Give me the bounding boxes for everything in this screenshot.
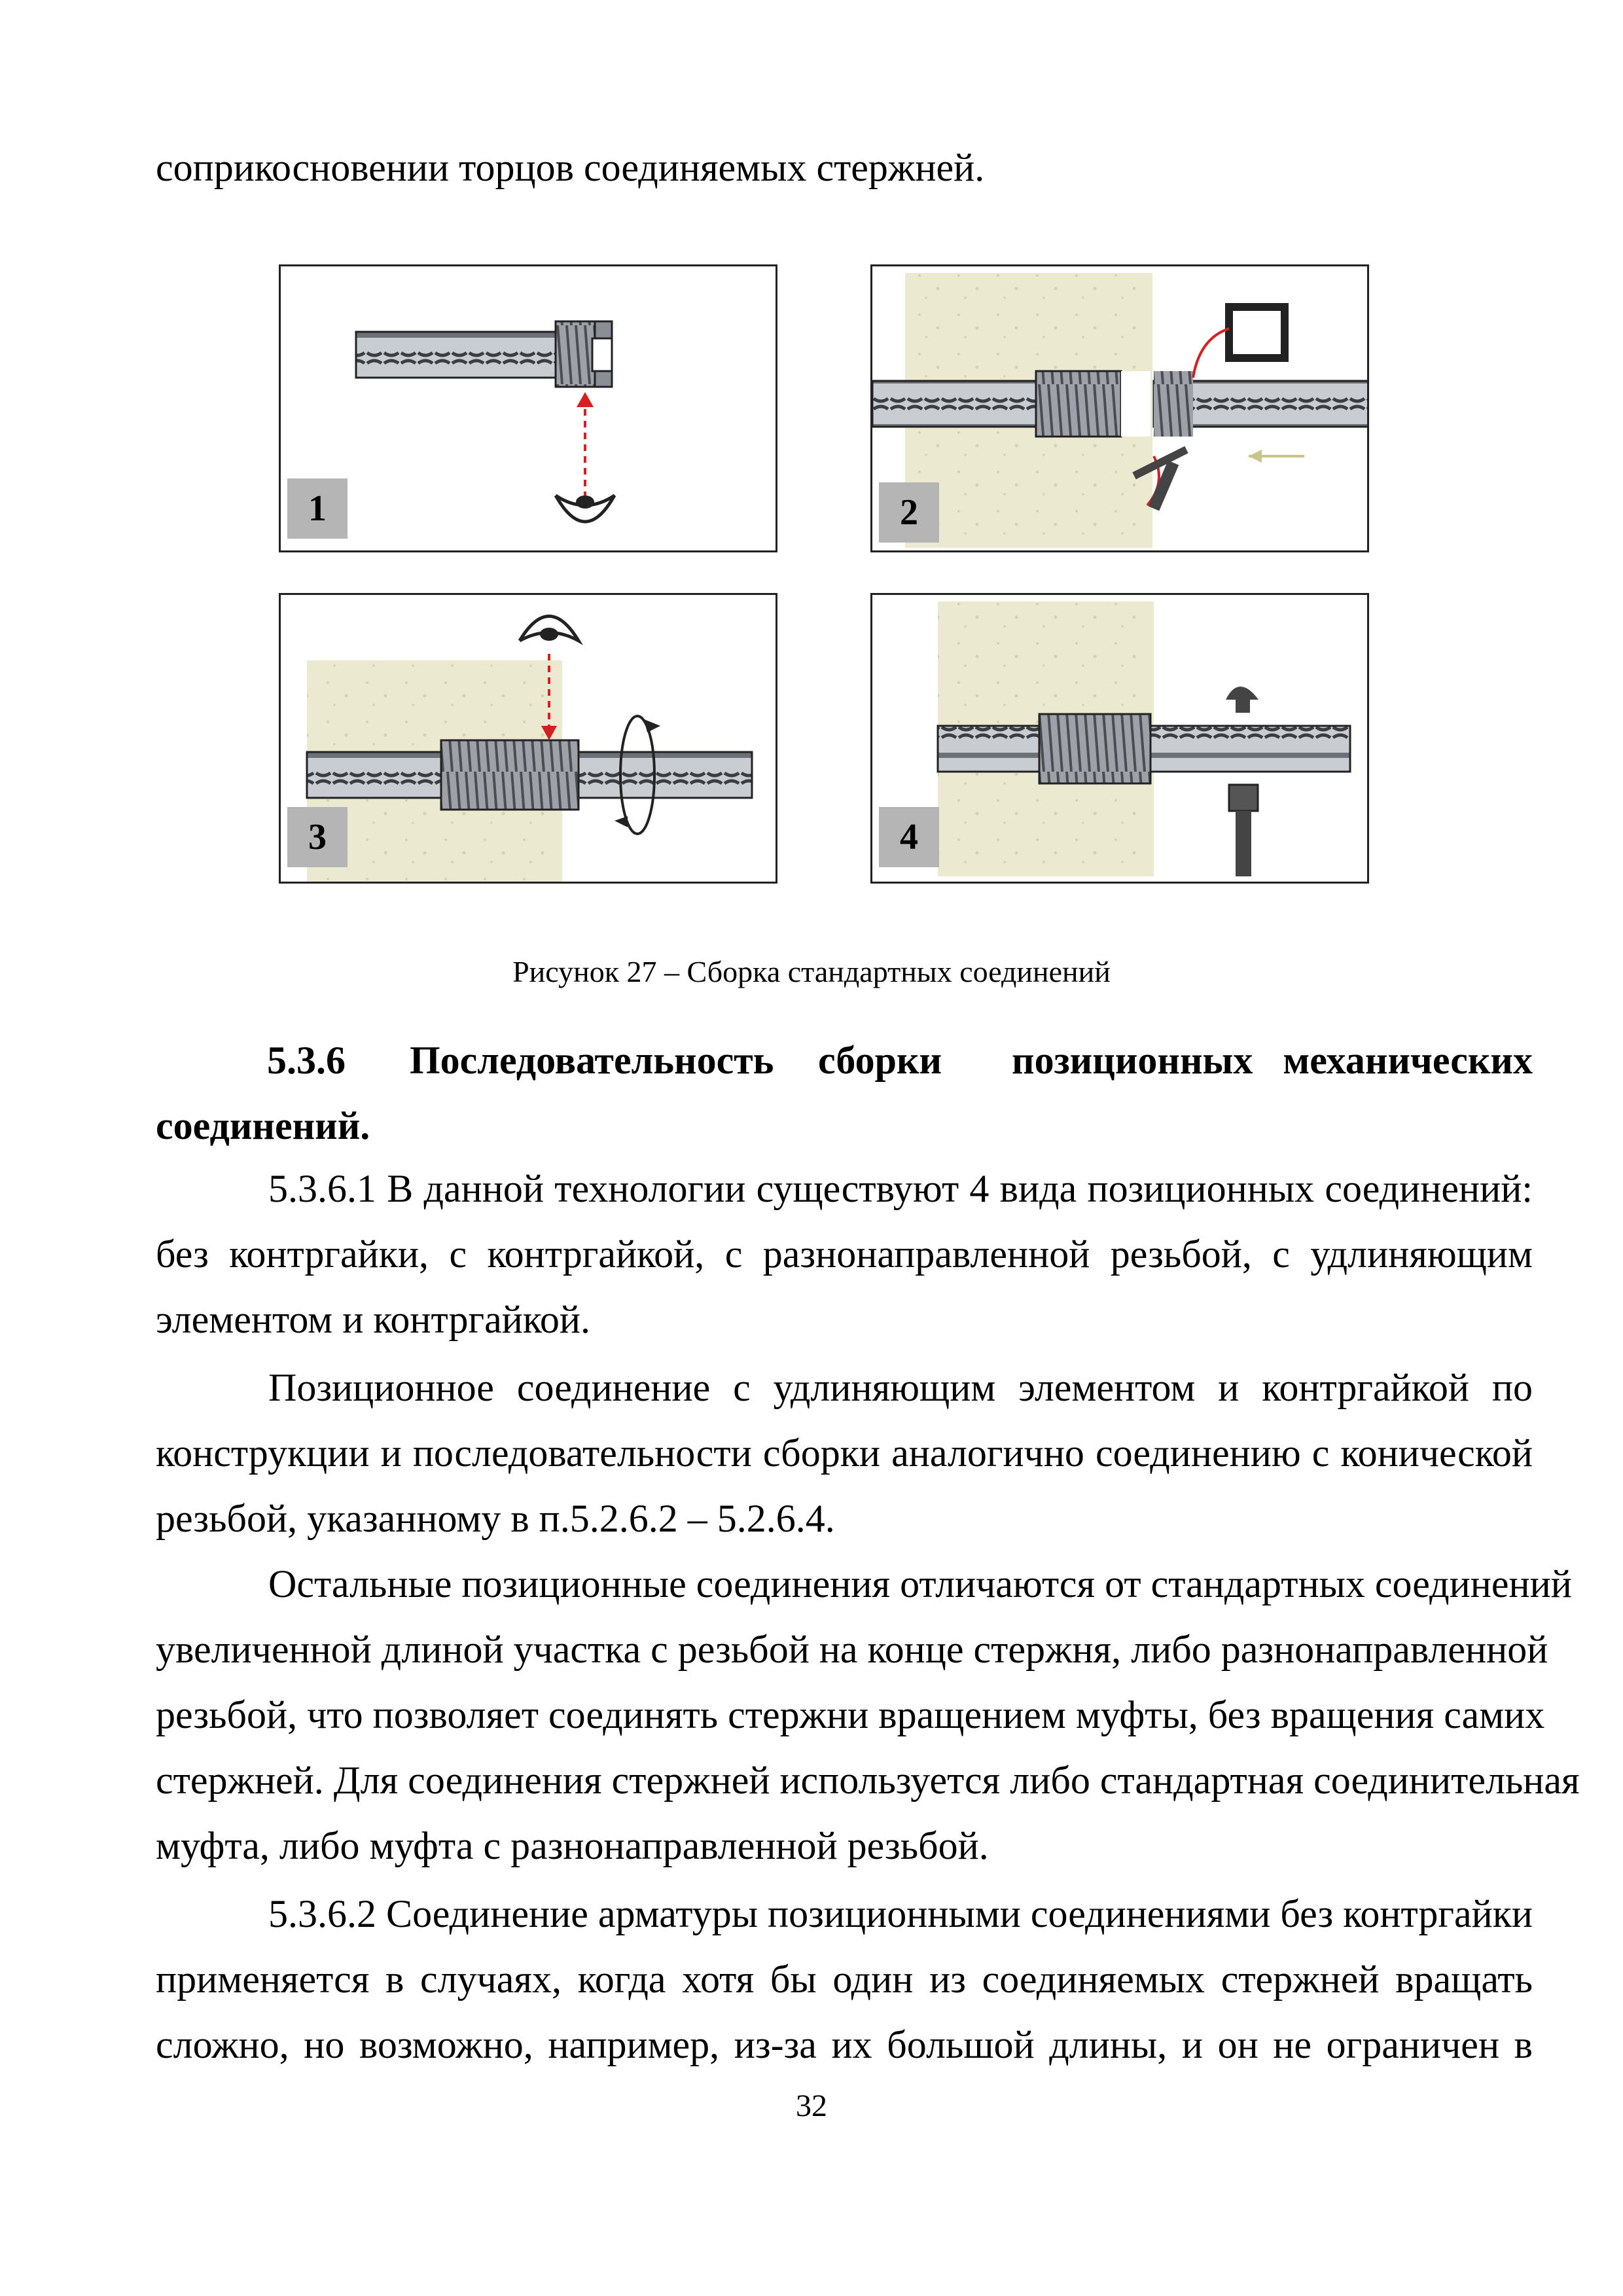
panel-label-2: 2 bbox=[879, 482, 939, 543]
text-line: сложно, но возможно, например, из-за их большой длины, и он не ограничен в bbox=[156, 2023, 1533, 2066]
panel-3-drawing bbox=[281, 595, 777, 884]
text-line: увеличенной длиной участка с резьбой на конце стержня, либо разнонаправленной bbox=[156, 1628, 1548, 1671]
text-line: элементом и контргайкой. bbox=[156, 1298, 591, 1341]
figure-panel-3 bbox=[279, 593, 777, 884]
panel-4-drawing bbox=[872, 595, 1369, 884]
figure-caption: Рисунок 27 – Сборка стандартных соединений bbox=[512, 955, 1111, 988]
panel-2-drawing bbox=[872, 266, 1369, 552]
text-line: 5.3.6.1 В данной технологии существуют 4 вида позиционных соединений: bbox=[268, 1167, 1533, 1210]
text-line: без контргайки, с контргайкой, с разнонаправленной резьбой, с удлиняющим bbox=[156, 1232, 1533, 1276]
text-line: резьбой, указанному в п.5.2.6.2 – 5.2.6.4. bbox=[156, 1497, 835, 1540]
text-line: Остальные позиционные соединения отличаются от стандартных соединений bbox=[268, 1562, 1572, 1605]
figure-panel-1 bbox=[279, 264, 777, 552]
figure-panel-4 bbox=[870, 593, 1369, 884]
panel-1-drawing bbox=[281, 266, 777, 552]
heading-line: соединений. bbox=[156, 1104, 370, 1147]
page-number: 32 bbox=[796, 2089, 827, 2123]
text-line: муфта, либо муфта с разнонаправленной резьбой. bbox=[156, 1824, 989, 1867]
text-line: стержней. Для соединения стержней используется либо стандартная соединительная bbox=[156, 1759, 1580, 1802]
text-line: 5.3.6.2 Соединение арматуры позиционными соединениями без контргайки bbox=[268, 1892, 1533, 1935]
text-line: конструкции и последовательности сборки аналогично соединению с конической bbox=[156, 1431, 1533, 1475]
heading-word: Последовательность bbox=[410, 1039, 774, 1082]
text-line: Позиционное соединение с удлиняющим элементом и контргайкой по bbox=[268, 1366, 1533, 1409]
panel-label-1: 1 bbox=[287, 478, 348, 539]
heading-word: сборки bbox=[818, 1039, 942, 1082]
text-line: соприкосновении торцов соединяемых стержней. bbox=[156, 146, 985, 189]
heading-number: 5.3.6 bbox=[267, 1039, 346, 1082]
text-line: применяется в случаях, когда хотя бы один из соединяемых стержней вращать bbox=[156, 1958, 1533, 2001]
text-line: резьбой, что позволяет соединять стержни вращением муфты, без вращения самих bbox=[156, 1693, 1545, 1736]
figure-panel-2 bbox=[870, 264, 1369, 552]
panel-label-3: 3 bbox=[287, 807, 348, 867]
heading-word: позиционных bbox=[1012, 1039, 1253, 1082]
heading-word: механических bbox=[1283, 1039, 1533, 1082]
panel-label-4: 4 bbox=[879, 807, 939, 867]
